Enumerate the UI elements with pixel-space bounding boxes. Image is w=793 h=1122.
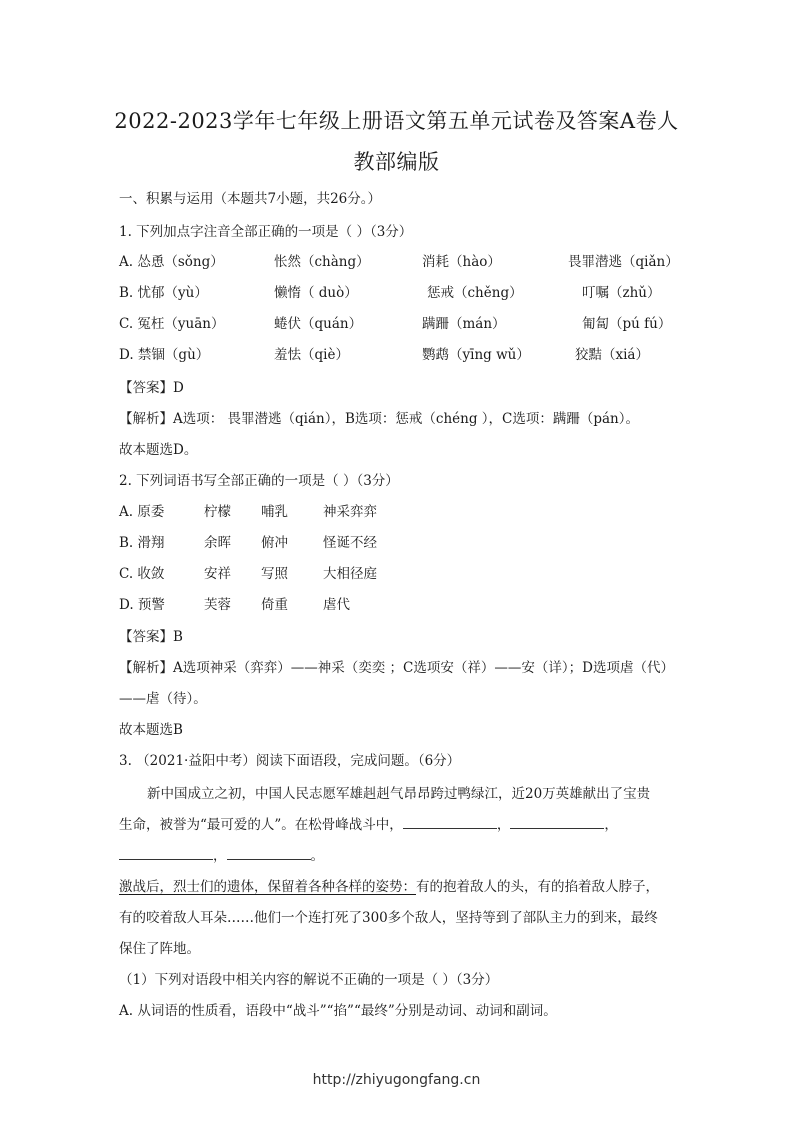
q1-c-4: 匍匐（pú fú） [582,316,672,332]
q2-a-2: 柠檬 [204,504,231,520]
q1-c-1: C. 冤枉（yuān） [119,316,225,332]
q3-passage-line-6: 保住了阵地。 [119,941,200,957]
q2-b-4: 怪诞不经 [323,535,377,551]
q3-passage-line-2 [119,813,618,833]
q1-a-3: 消耗（hào） [422,254,501,270]
q3-subquestion-1: （1）下列对语段中相关内容的解说不正确的一项是（ ）（3分） [119,972,499,988]
separator-period: 。 [310,848,324,864]
q1-d-2: 羞怯（qiè） [274,347,349,363]
q3-passage-line-2-text: 生命，被誉为“最可爱的人”。在松骨峰战斗中， [119,817,403,833]
separator-comma: ， [604,817,618,833]
q1-answer: 【答案】D [119,380,184,396]
q1-c-2: 蜷伏（quán） [274,316,363,332]
q2-stem: 2. 下列词语书写全部正确的一项是（ ）（3分） [119,473,399,489]
q2-option-row-b [119,531,679,551]
q2-conclusion: 故本题选B [119,722,183,738]
fill-blank-1[interactable] [403,814,497,829]
q3-passage-line-4-rest: 有的抱着敌人的头，有的掐着敌人脖子， [416,879,659,895]
q2-option-row-c [119,562,679,582]
q2-b-3: 俯冲 [261,535,288,551]
q1-d-1: D. 禁锢（gù） [119,347,210,363]
page-title-line-2: 教部编版 [353,150,440,174]
q3-passage-line-1: 新中国成立之初，中国人民志愿军雄赳赳气昂昂跨过鸭绿江，近20万英雄献出了宝贵 [147,786,651,802]
q1-d-3: 鹦鹉（yīng wǔ） [422,347,530,363]
q3-passage-line-4 [119,875,659,895]
q1-a-2: 怅然（chàng） [274,254,370,270]
q2-d-1: D. 预警 [119,597,165,613]
q1-option-row-d [119,343,679,363]
q2-option-row-d [119,593,679,613]
footer-url[interactable]: http://zhiyugongfang.cn [312,1072,481,1088]
q1-b-4: 叮嘱（zhǔ） [582,285,661,301]
q1-option-row-b [119,281,679,301]
q1-b-3: 惩戒（chěng） [427,285,523,301]
q1-a-1: A. 怂恿（sǒng） [119,254,224,270]
underlined-sentence: 激战后，烈士们的遗体，保留着各种各样的姿势： [119,879,416,895]
q1-option-row-a [119,250,679,270]
q2-d-3: 倚重 [261,597,288,613]
q2-a-1: A. 原委 [119,504,165,520]
q3-stem: 3. （2021·益阳中考）阅读下面语段，完成问题。（6分） [119,753,461,769]
fill-blank-3[interactable] [119,845,213,860]
q2-c-4: 大相径庭 [323,566,377,582]
fill-blank-2[interactable] [510,814,604,829]
q3-passage-line-3 [119,844,324,864]
q2-c-2: 安祥 [204,566,231,582]
q2-c-1: C. 收敛 [119,566,165,582]
section-heading: 一、积累与运用（本题共7小题，共26分。） [119,191,382,207]
separator-comma: ， [213,848,227,864]
q2-c-3: 写照 [261,566,288,582]
q2-a-4: 神采弈弈 [323,504,377,520]
q3-sub1-option-a: A. 从词语的性质看，语段中“战斗”“掐”“最终”分别是动词、动词和副词。 [119,1003,557,1019]
q2-option-row-a [119,500,679,520]
q1-a-4: 畏罪潜逃（qiǎn） [568,254,679,270]
q1-conclusion: 故本题选D。 [119,442,198,458]
separator-comma: ， [496,817,511,833]
q1-analysis: 【解析】A选项： 畏罪潜逃（qián），B选项：惩戒（chéng ），C选项：蹒跚（pán）。 [119,411,639,427]
q2-d-2: 芙蓉 [204,597,231,613]
q2-b-1: B. 滑翔 [119,535,165,551]
q2-b-2: 余晖 [204,535,231,551]
q1-d-4: 狡黠（xiá） [575,347,649,363]
q2-a-3: 哺乳 [261,504,288,520]
q1-c-3: 蹒跚（mán） [422,316,506,332]
q2-answer: 【答案】B [119,629,183,645]
q1-stem: 1. 下列加点字注音全部正确的一项是（ ）（3分） [119,224,413,240]
q2-analysis-1: 【解析】A选项神采（弈弈）——神采（奕奕 ；C选项安（祥）——安（详）；D选项虐（代） [119,660,674,676]
q1-option-row-c [119,312,679,332]
page-title-line-1: 2022-2023学年七年级上册语文第五单元试卷及答案A卷人 [114,109,679,133]
q1-b-2: 懒惰（ duò） [274,285,358,301]
q2-analysis-2: ——虐（待）。 [119,691,207,707]
q2-d-4: 虐代 [323,597,350,613]
q1-b-1: B. 忧郁（yù） [119,285,208,301]
q3-passage-line-5: 有的咬着敌人耳朵……他们一个连打死了300多个敌人，坚持等到了部队主力的到来，最终 [119,910,658,926]
fill-blank-4[interactable] [227,845,311,860]
